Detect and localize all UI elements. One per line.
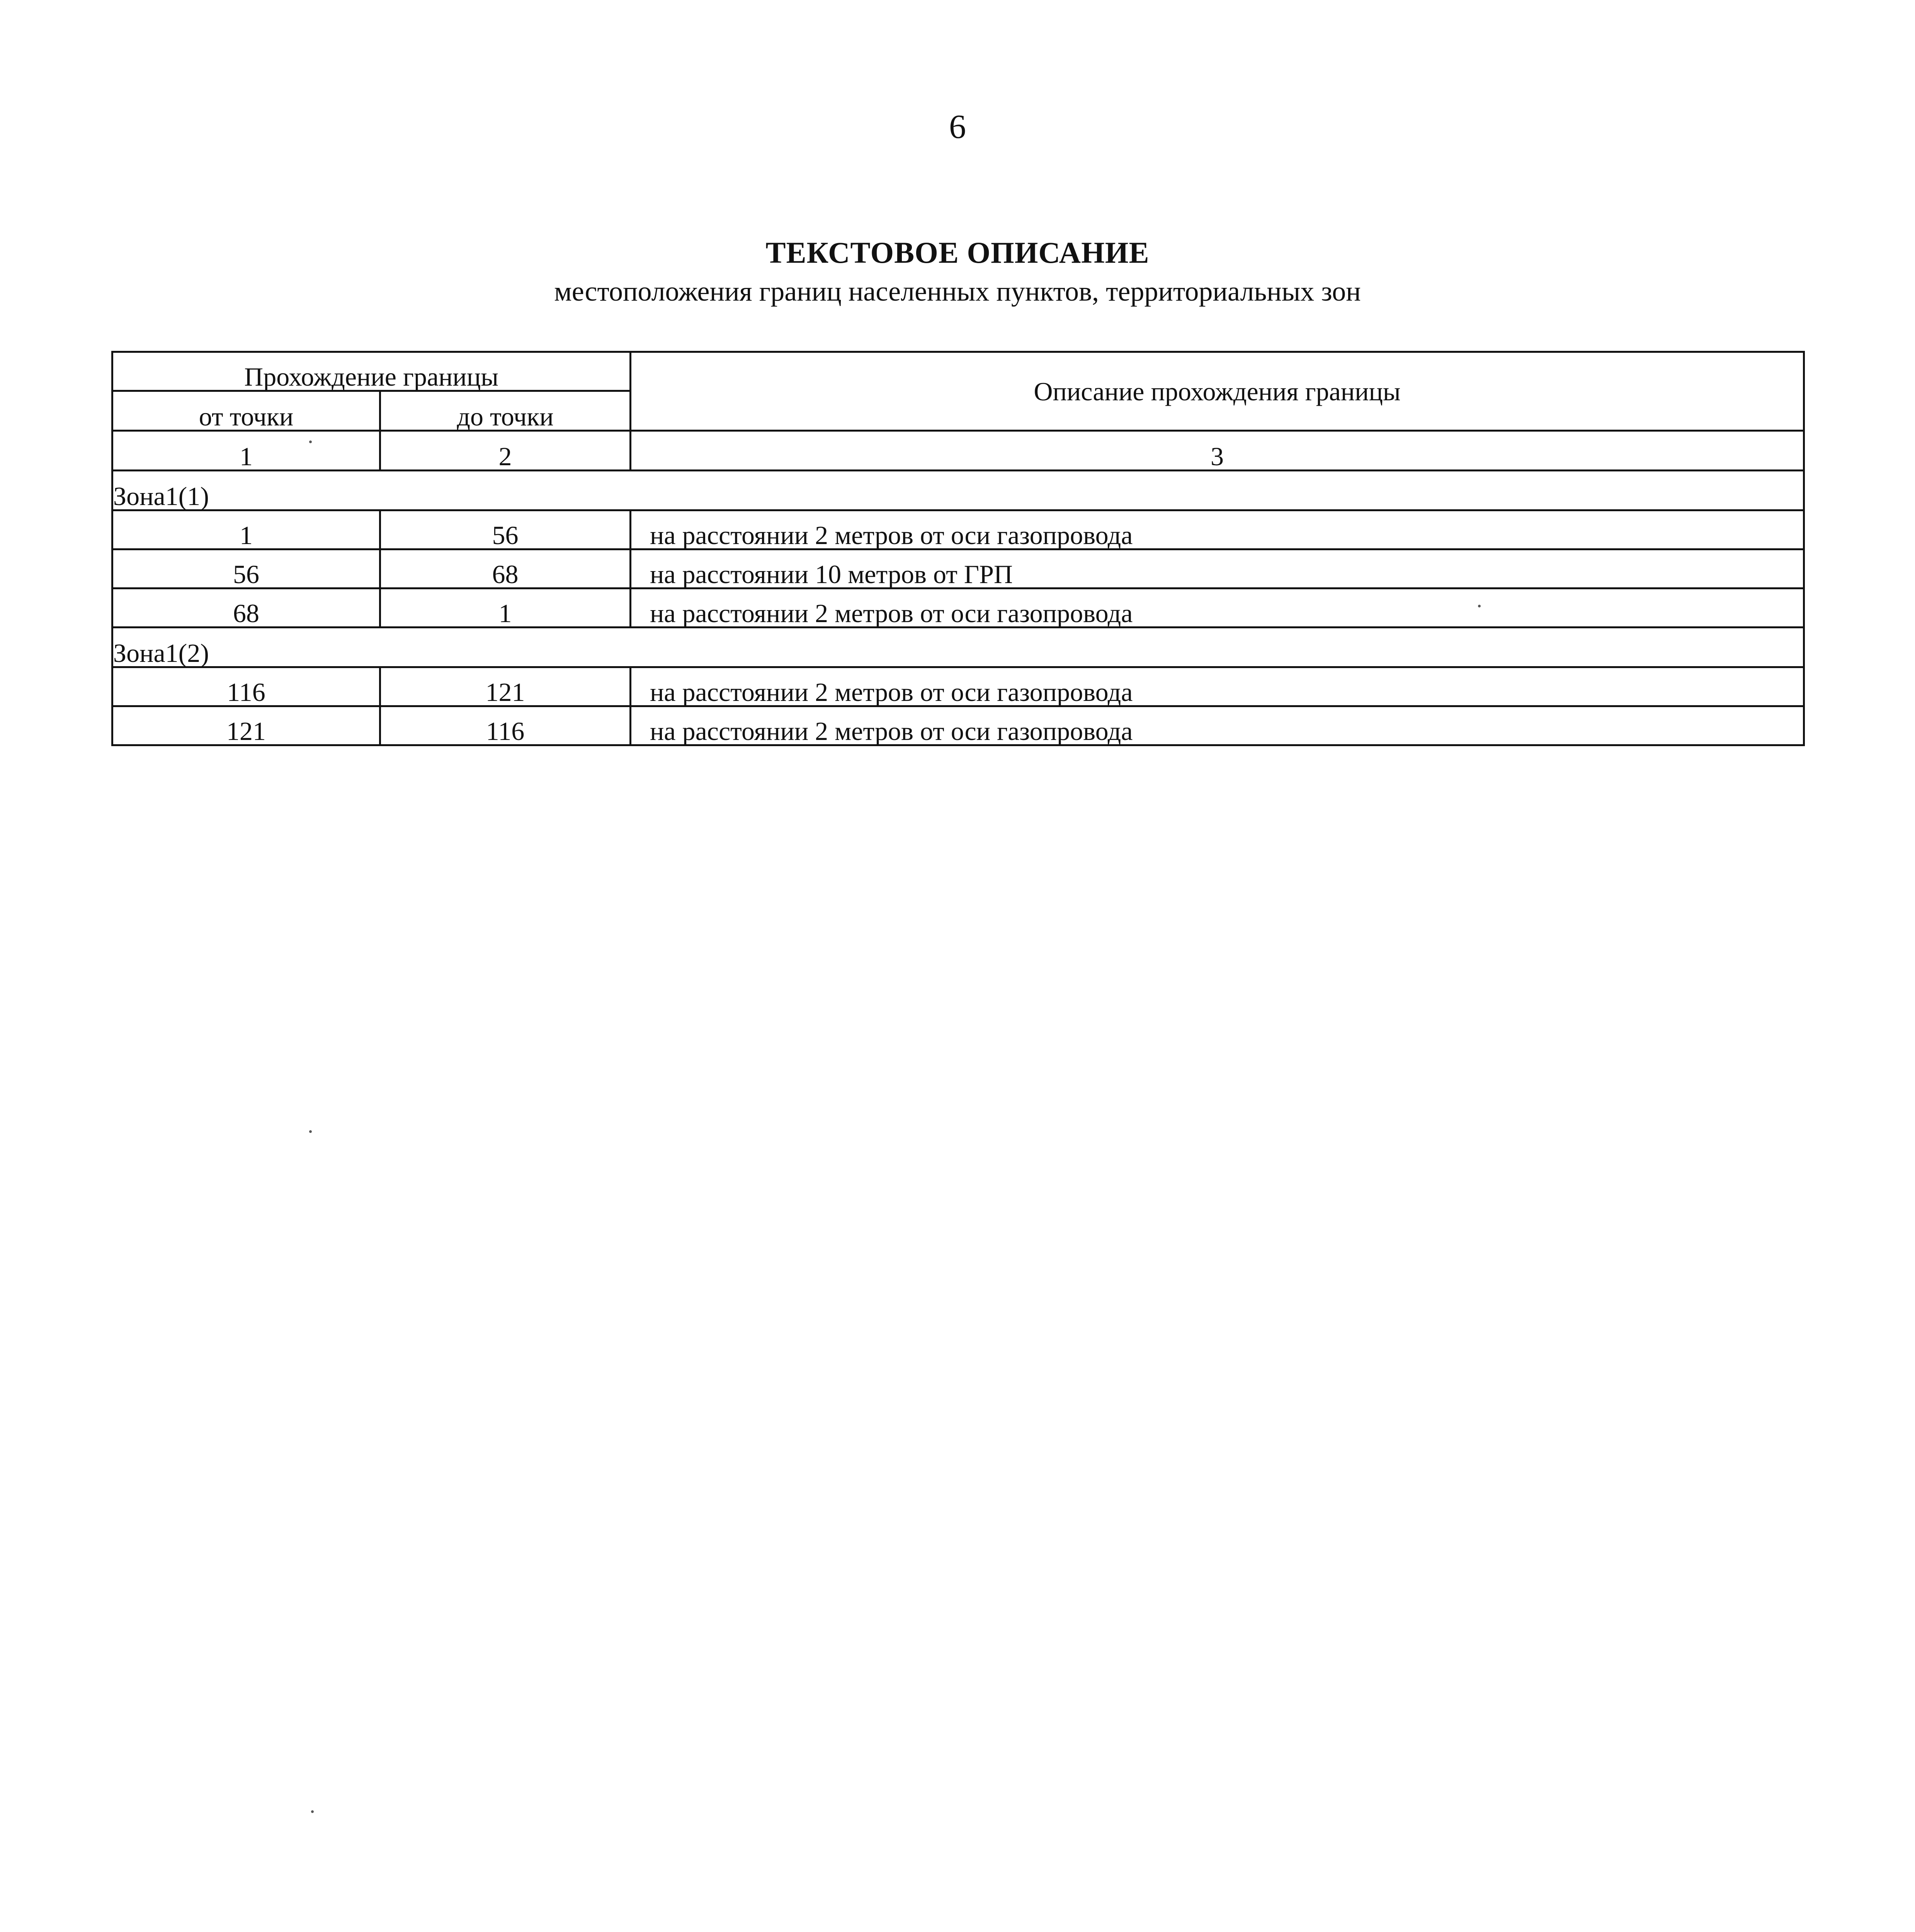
table-row	[112, 510, 1804, 549]
description-cell: на расстоянии 2 метров от оси газопровода	[631, 706, 1804, 745]
to-point-cell: 116	[380, 706, 631, 745]
table-row	[112, 667, 1804, 706]
column-number: 2	[380, 431, 631, 471]
scan-speck	[311, 1810, 314, 1813]
zone-label: Зона1(2)	[112, 628, 1804, 667]
scan-speck	[1478, 605, 1481, 607]
from-point-cell: 56	[112, 549, 380, 588]
description-cell: на расстоянии 10 метров от ГРП	[631, 549, 1804, 588]
description-cell: на расстоянии 2 метров от оси газопровода	[631, 588, 1804, 628]
to-point-cell: 68	[380, 549, 631, 588]
column-number-row	[112, 431, 1804, 471]
from-point-cell: 1	[112, 510, 380, 549]
column-number: 3	[631, 431, 1804, 471]
from-point-cell: 68	[112, 588, 380, 628]
zone-label: Зона1(1)	[112, 471, 1804, 510]
table-row	[112, 588, 1804, 628]
zone-row	[112, 628, 1804, 667]
boundary-table	[111, 351, 1805, 746]
header-to-point: до точки	[380, 391, 631, 431]
header-description: Описание прохождения границы	[631, 352, 1804, 431]
document-subtitle: местоположения границ населенных пунктов, территориальных зон	[554, 276, 1361, 307]
description-cell: на расстоянии 2 метров от оси газопровода	[631, 667, 1804, 706]
scan-speck	[309, 440, 312, 443]
header-from-point: от точки	[112, 391, 380, 431]
to-point-cell: 1	[380, 588, 631, 628]
description-cell: на расстоянии 2 метров от оси газопровода	[631, 510, 1804, 549]
table-row	[112, 706, 1804, 745]
from-point-cell: 116	[112, 667, 380, 706]
page-number: 6	[949, 108, 966, 146]
from-point-cell: 121	[112, 706, 380, 745]
zone-row	[112, 471, 1804, 510]
column-number: 1	[112, 431, 380, 471]
document-title: ТЕКСТОВОЕ ОПИСАНИЕ	[765, 236, 1150, 269]
table-row	[112, 549, 1804, 588]
header-boundary-passage: Прохождение границы	[112, 352, 631, 391]
to-point-cell: 121	[380, 667, 631, 706]
scan-speck	[309, 1130, 312, 1133]
to-point-cell: 56	[380, 510, 631, 549]
